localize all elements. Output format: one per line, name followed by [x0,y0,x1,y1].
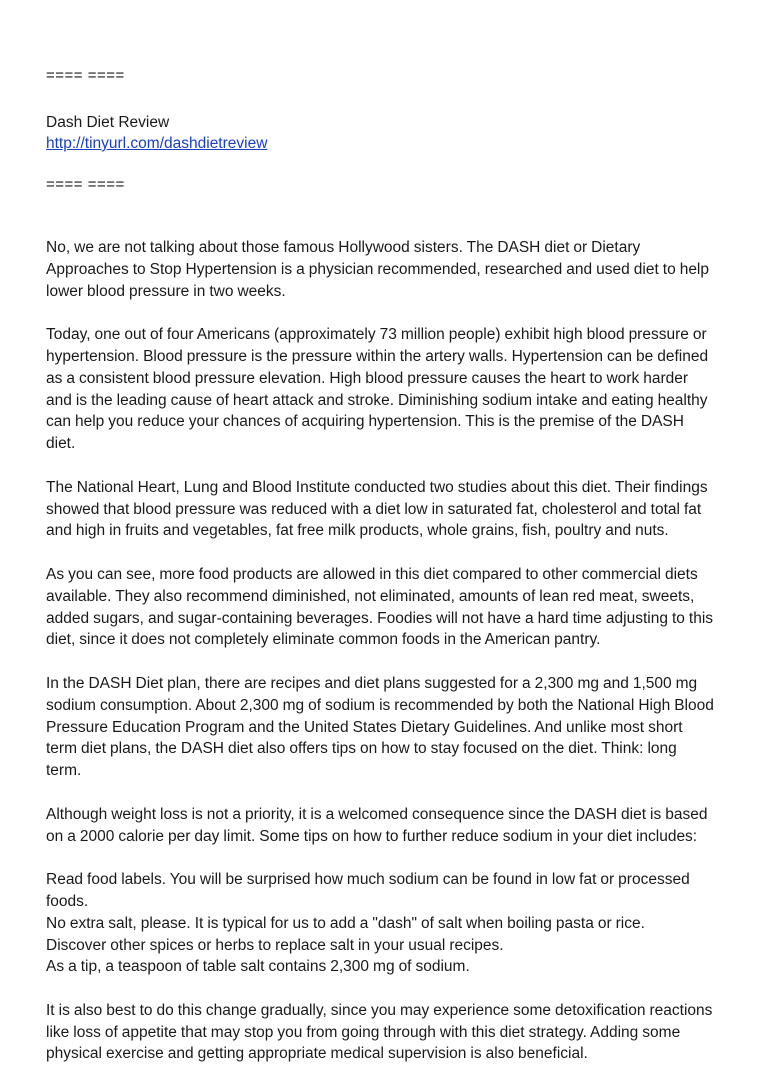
review-link[interactable]: http://tinyurl.com/dashdietreview [46,135,268,152]
tip-line: foods. [46,892,89,910]
text-line: added sugars, and sugar-containing beverages. Foodies will not have a hard time adjusting to this [46,609,714,627]
paragraph [46,1000,736,1065]
document-title: Dash Diet Review [46,114,170,131]
text-line: diet, since it does not completely eliminate common foods in the American pantry. [46,631,601,649]
text-line: physical exercise and getting appropriate medical supervision is also beneficial. [46,1045,588,1063]
paragraph [46,673,736,782]
tips-list [46,869,736,978]
text-line: No, we are not talking about those famous Hollywood sisters. The DASH diet or Dietary [46,239,641,256]
text-line: showed that blood pressure was reduced with a diet low in saturated fat, cholesterol and total fat [46,500,702,518]
text-line: The National Heart, Lung and Blood Institute conducted two studies about this diet. Their findings [46,478,708,496]
text-line: Today, one out of four Americans (approximately 73 million people) exhibit high blood pressure or [46,326,707,344]
paragraph [46,477,736,542]
text-line: on a 2000 calorie per day limit. Some tips on how to further reduce sodium in your diet includes: [46,827,698,845]
text-line: Pressure Education Program and the United States Dietary Guidelines. And unlike most short [46,718,683,736]
tip-line: Read food labels. You will be surprised how much sodium can be found in low fat or processed [46,871,690,889]
text-line: term diet plans, the DASH diet also offers tips on how to stay focused on the diet. Think: long [46,740,677,758]
text-line: diet. [46,435,76,453]
text-line: can help you reduce your chances of acquiring hypertension. This is the premise of the DASH [46,413,684,431]
text-line: In the DASH Diet plan, there are recipes and diet plans suggested for a 2,300 mg and 1,500 mg [46,674,698,692]
paragraph [46,324,736,455]
tip-line: No extra salt, please. It is typical for us to add a "dash" of salt when boiling pasta or rice. [46,914,645,932]
paragraph [46,804,736,848]
separator-bottom: ==== ==== [46,176,125,193]
article-body [46,237,736,1087]
text-line: sodium consumption. About 2,300 mg of sodium is recommended by both the National High Blood [46,696,714,714]
text-line: available. They also recommend diminished, not eliminated, amounts of lean red meat, sweets, [46,587,695,605]
text-line: hypertension. Blood pressure is the pressure within the artery walls. Hypertension can be defined [46,347,709,365]
text-line: Although weight loss is not a priority, it is a welcomed consequence since the DASH diet is based [46,805,708,823]
tip-line: As a tip, a teaspoon of table salt contains 2,300 mg of sodium. [46,958,470,976]
text-line: as a consistent blood pressure elevation. High blood pressure causes the heart to work harder [46,369,689,387]
text-line: Approaches to Stop Hypertension is a physician recommended, researched and used diet to help [46,260,710,278]
paragraph [46,564,736,651]
separator-top: ==== ==== [46,67,125,84]
text-line: As you can see, more food products are allowed in this diet compared to other commercial diets [46,565,698,583]
text-line: lower blood pressure in two weeks. [46,282,286,300]
text-line: like loss of appetite that may stop you from going through with this diet strategy. Adding some [46,1023,681,1041]
tip-line: Discover other spices or herbs to replace salt in your usual recipes. [46,936,504,954]
paragraph [46,237,736,302]
text-line: and high in fruits and vegetables, fat free milk products, whole grains, fish, poultry and nuts. [46,522,669,540]
text-line: It is also best to do this change gradually, since you may experience some detoxification reactions [46,1001,713,1019]
text-line: and is the leading cause of heart attack and stroke. Diminishing sodium intake and eating healthy [46,391,708,409]
text-line: term. [46,762,82,780]
